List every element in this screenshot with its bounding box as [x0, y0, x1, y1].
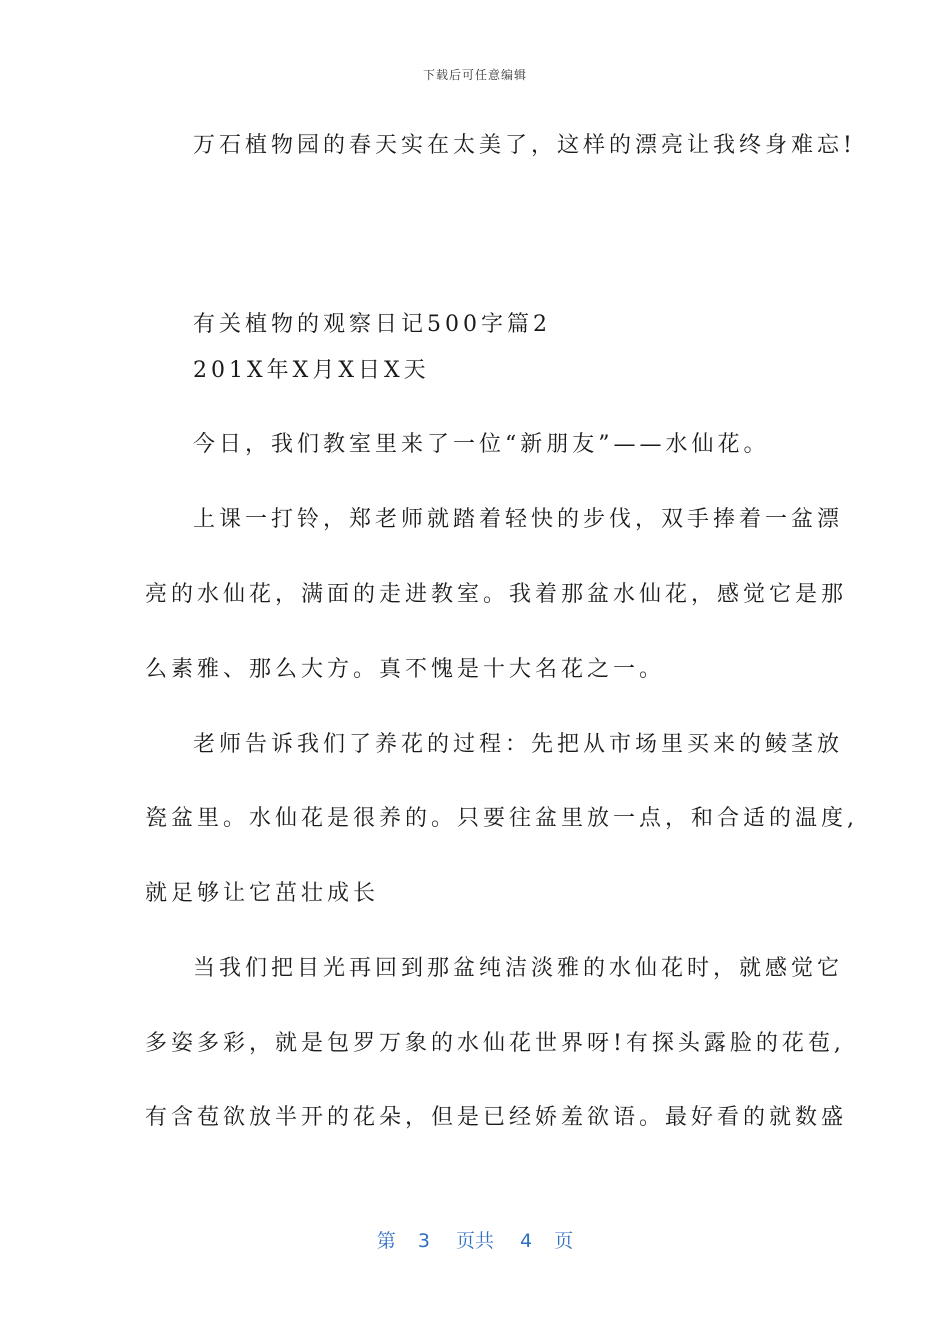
paragraph-line: 老师告诉我们了养花的过程：先把从市场里买来的鲮茎放 — [193, 732, 844, 757]
page-footer — [0, 1226, 950, 1253]
paragraph-line: 多姿多彩，就是包罗万象的水仙花世界呀!有探头露脸的花苞, — [145, 1031, 845, 1056]
paragraph-line: 当我们把目光再回到那盆纯洁淡雅的水仙花时，就感觉它 — [193, 956, 844, 981]
paragraph-line: 么素雅、那么大方。真不愧是十大名花之一。 — [145, 657, 666, 682]
diary-date: 201X年X月X日X天 — [193, 358, 430, 383]
footer-total-pages: 4 — [520, 1230, 533, 1252]
footer-current-page: 3 — [417, 1230, 430, 1252]
paragraph-line: 瓷盆里。水仙花是很养的。只要往盆里放一点，和合适的温度, — [145, 806, 858, 831]
footer-prefix: 第 — [376, 1230, 396, 1252]
paragraph-line: 有含苞欲放半开的花朵，但是已经娇羞欲语。最好看的就数盛 — [145, 1105, 848, 1130]
paragraph-line: 万石植物园的春天实在太美了，这样的漂亮让我终身难忘! — [193, 133, 856, 158]
footer-suffix: 页 — [554, 1230, 574, 1252]
paragraph-line: 上课一打铃，郑老师就踏着轻快的步伐，双手捧着一盆漂 — [193, 507, 844, 532]
paragraph-line: 亮的水仙花，满面的走进教室。我着那盆水仙花，感觉它是那 — [145, 582, 848, 607]
footer-middle: 页共 — [455, 1230, 494, 1252]
header-note: 下载后可任意编辑 — [422, 68, 527, 82]
paragraph-line: 就足够让它茁壮成长 — [145, 881, 380, 906]
section-heading: 有关植物的观察日记500字篇2 — [193, 312, 551, 337]
paragraph-line: 今日，我们教室里来了一位“新朋友”——水仙花。 — [193, 432, 770, 457]
